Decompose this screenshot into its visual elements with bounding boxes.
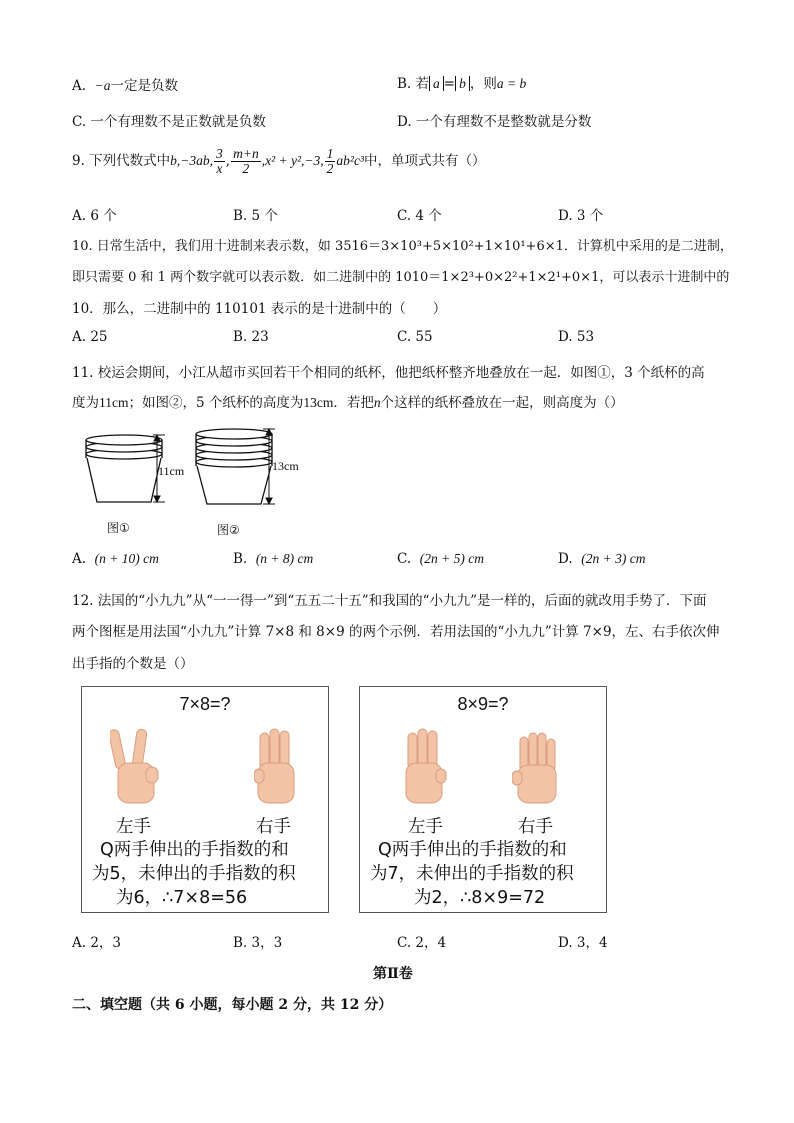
q10-line-3: 10．那么，二进制中的 110101 表示的是十进制中的（ ） — [72, 301, 447, 317]
box2-explain-1: Q两手伸出的手指数的和 — [378, 840, 567, 860]
cup-figures — [75, 420, 325, 542]
q12-line-2: 两个图框是用法国“小九九”计算 7×8 和 8×9 的两个示例．若用法国的“小九九”计算 7×9，左、右手依次伸 — [72, 624, 720, 640]
volume-heading: 第Ⅱ卷 — [373, 966, 413, 982]
q11-option-b: B. (n + 8) cm — [233, 551, 314, 567]
q9-option-c: C. 4 个 — [397, 208, 442, 224]
box1-left-label: 左手 — [116, 817, 151, 837]
q12-option-c: C. 2，4 — [397, 935, 447, 951]
right-hand-icon — [512, 731, 562, 805]
left-hand-icon — [402, 727, 452, 805]
q10-option-d: D. 53 — [558, 329, 595, 345]
q11-option-c: C. (2n + 5) cm — [397, 551, 484, 567]
fig2-caption: 图② — [217, 523, 240, 537]
q8-option-d: D. 一个有理数不是整数就是分数 — [397, 114, 592, 130]
q11-option-a: A. (n + 10) cm — [72, 551, 159, 567]
example-box-8x9 — [359, 686, 607, 913]
q10-option-b: B. 23 — [233, 329, 269, 345]
q8-option-c: C. 一个有理数不是正数就是负数 — [72, 114, 266, 130]
q8-option-a: A. −a一定是负数 — [72, 78, 179, 94]
q10-line-2: 即只需要 0 和 1 两个数字就可以表示数．如二进制中的 1010＝1×2³+0×2²+1×2¹+0×1，可以表示十进制中的 — [72, 270, 730, 285]
example-box-7x8 — [81, 686, 329, 913]
box1-explain-2: 为5，未伸出的手指数的积 — [92, 864, 296, 884]
fig2-height-label: 13cm — [272, 459, 299, 473]
q9-option-d: D. 3 个 — [558, 208, 604, 224]
fig1-caption: 图① — [107, 521, 130, 535]
box1-explain-3: 为6，∴7×8=56 — [116, 888, 248, 908]
left-hand-icon — [110, 727, 170, 805]
q12-line-3: 出手指的个数是（） — [72, 656, 194, 672]
cup-stack-5 — [196, 429, 272, 504]
q10-line-1: 10. 日常生活中，我们用十进制来表示数，如 3516＝3×10³+5×10²+1×10¹+6×1．计算机中采用的是二进制， — [72, 239, 733, 254]
box2-left-label: 左手 — [408, 817, 443, 837]
fig1-height-label: 11cm — [158, 464, 185, 478]
section-heading: 二、填空题（共 6 小题，每小题 2 分，共 12 分） — [72, 997, 393, 1013]
q9-option-b: B. 5 个 — [233, 208, 278, 224]
q10-option-a: A. 25 — [72, 329, 108, 345]
q9-stem: 9. 下列代数式中b,−3ab, $\frac{3}{x}$ , $\frac{m+n}{2}$ ,x² + y²,−3, $\frac{1}{2}$ ab²c³中，单项式共有（） — [72, 146, 486, 176]
right-hand-icon — [254, 727, 304, 805]
box2-title: 8×9=? — [457, 694, 509, 714]
q12-line-1: 12. 法国的“小九九”从“一一得一”到“五五二十五”和我国的“小九九”是一样的，后面的就改用手势了．下面 — [72, 593, 707, 609]
q11-line-2: 度为11cm；如图②，5 个纸杯的高度为13cm．若把n个这样的纸杯叠放在一起，则高度为（） — [72, 395, 624, 411]
q10-option-c: C. 55 — [397, 329, 433, 345]
box1-explain-1: Q两手伸出的手指数的和 — [100, 840, 289, 860]
q12-option-d: D. 3，4 — [558, 935, 608, 951]
box2-explain-2: 为7，未伸出的手指数的积 — [370, 864, 574, 884]
q8-option-b: B. 若 a = b ，则a = b — [397, 76, 527, 92]
q9-option-a: A. 6 个 — [72, 208, 117, 224]
box1-title: 7×8=? — [179, 694, 231, 714]
q11-option-d: D. (2n + 3) cm — [558, 551, 646, 567]
q12-option-a: A. 2，3 — [72, 935, 122, 951]
q12-option-b: B. 3，3 — [233, 935, 283, 951]
box2-right-label: 右手 — [518, 817, 553, 837]
cup-stack-3 — [86, 435, 162, 502]
box2-explain-3: 为2，∴8×9=72 — [414, 888, 546, 908]
q11-line-1: 11. 校运会期间，小江从超市买回若干个相同的纸杯，他把纸杯整齐地叠放在一起．如图①，3 个纸杯的高 — [72, 365, 705, 381]
box1-right-label: 右手 — [256, 817, 291, 837]
